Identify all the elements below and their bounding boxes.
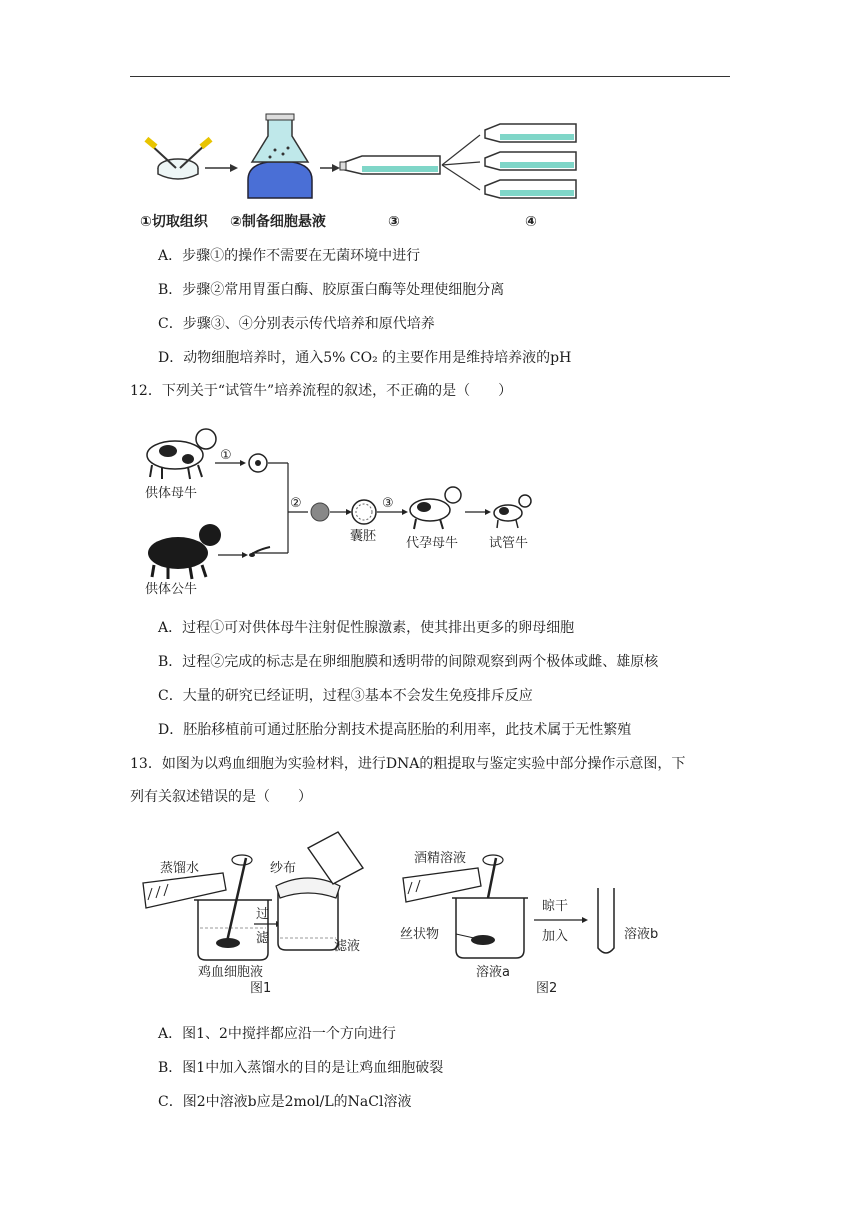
q12-option-a: A．过程①可对供体母牛注射促性腺激素，使其排出更多的卵母细胞: [158, 620, 575, 636]
q12-option-c: C．大量的研究已经证明，过程③基本不会发生免疫排斥反应: [158, 688, 533, 704]
dry-label-1: 晾干: [542, 899, 569, 914]
chicken-blood-label: 鸡血细胞液: [198, 965, 264, 980]
dna-extraction-figure: [138, 828, 698, 1008]
q13-stem-line1: 13．如图为以鸡血细胞为实验材料，进行DNA的粗提取与鉴定实验中部分操作示意图，下: [130, 756, 686, 772]
header-rule: [130, 76, 730, 77]
distilled-water-label: 蒸馏水: [160, 861, 200, 876]
donor-bull-label: 供体公牛: [145, 582, 198, 597]
filter-beaker-icon: [276, 878, 340, 950]
alcohol-label: 酒精溶液: [414, 851, 467, 866]
gauze-label: 纱布: [270, 861, 297, 876]
test-tube-icon: [598, 888, 614, 953]
solution-b-label: 溶液b: [624, 927, 659, 942]
q11-option-c: C．步骤③、④分别表示传代培养和原代培养: [158, 316, 435, 332]
donor-cow-icon: [147, 429, 216, 479]
pouring-beaker-icon: [308, 832, 363, 884]
surrogate-label: 代孕母牛: [406, 536, 459, 551]
filter-label-1: 过: [256, 907, 270, 922]
q11-option-a: A．步骤①的操作不需要在无菌环境中进行: [158, 248, 421, 264]
primary-culture-flask-icon: [340, 156, 440, 174]
dry-label-2: 加入: [542, 929, 569, 944]
donor-cow-label: 供体母牛: [145, 486, 198, 501]
test-tube-calf-figure: [140, 415, 540, 600]
figure-label-step2: ②制备细胞悬液: [230, 214, 326, 230]
q12-option-d: D．胚胎移植前可通过胚胎分割技术提高胚胎的利用率，此技术属于无性繁殖: [158, 722, 632, 738]
figure-label-step4: ④: [525, 214, 537, 230]
fig2-label: 图2: [536, 981, 558, 996]
process-2-label: ②: [290, 496, 302, 511]
figure-label-step1: ①切取组织: [140, 214, 208, 230]
donor-bull-icon: [148, 524, 221, 579]
flask-icon: [248, 114, 312, 198]
blastocyst-label: 囊胚: [350, 529, 377, 544]
cell-culture-figure: [140, 110, 590, 235]
filtrate-label: 滤液: [334, 939, 361, 954]
figure-label-step3: ③: [388, 214, 400, 230]
tissue-cutting-icon: [144, 137, 212, 179]
q13-stem-line2: 列有关叙述错误的是（ ）: [130, 789, 312, 805]
subculture-flasks-icon: [485, 124, 576, 198]
filamentous-label: 丝状物: [400, 927, 440, 942]
calf-icon: [494, 495, 531, 528]
process-1-label: ①: [220, 448, 232, 463]
fig1-label: 图1: [250, 981, 272, 996]
alcohol-pipette-icon: [403, 868, 481, 902]
process-3-label: ③: [382, 496, 394, 511]
q12-option-b: B．过程②完成的标志是在卵细胞膜和透明带的间隙观察到两个极体或雌、雄原核: [158, 654, 659, 670]
q11-option-d: D．动物细胞培养时，通入5% CO₂ 的主要作用是维持培养液的pH: [158, 350, 572, 366]
q13-option-a: A．图1、2中搅拌都应沿一个方向进行: [158, 1026, 396, 1042]
q12-stem: 12．下列关于“试管牛”培养流程的叙述，不正确的是（ ）: [130, 383, 513, 399]
test-tube-calf-label: 试管牛: [489, 536, 529, 551]
beaker-2-icon: [452, 898, 528, 958]
solution-a-label: 溶液a: [476, 965, 510, 980]
zygote-icon: [311, 503, 329, 521]
q11-option-b: B．步骤②常用胃蛋白酶、胶原蛋白酶等处理使细胞分离: [158, 282, 505, 298]
surrogate-cow-icon: [410, 487, 461, 529]
q13-option-c: C．图2中溶液b应是2mol/L的NaCl溶液: [158, 1094, 412, 1110]
q13-option-b: B．图1中加入蒸馏水的目的是让鸡血细胞破裂: [158, 1060, 444, 1076]
filter-label-2: 滤: [256, 931, 270, 946]
